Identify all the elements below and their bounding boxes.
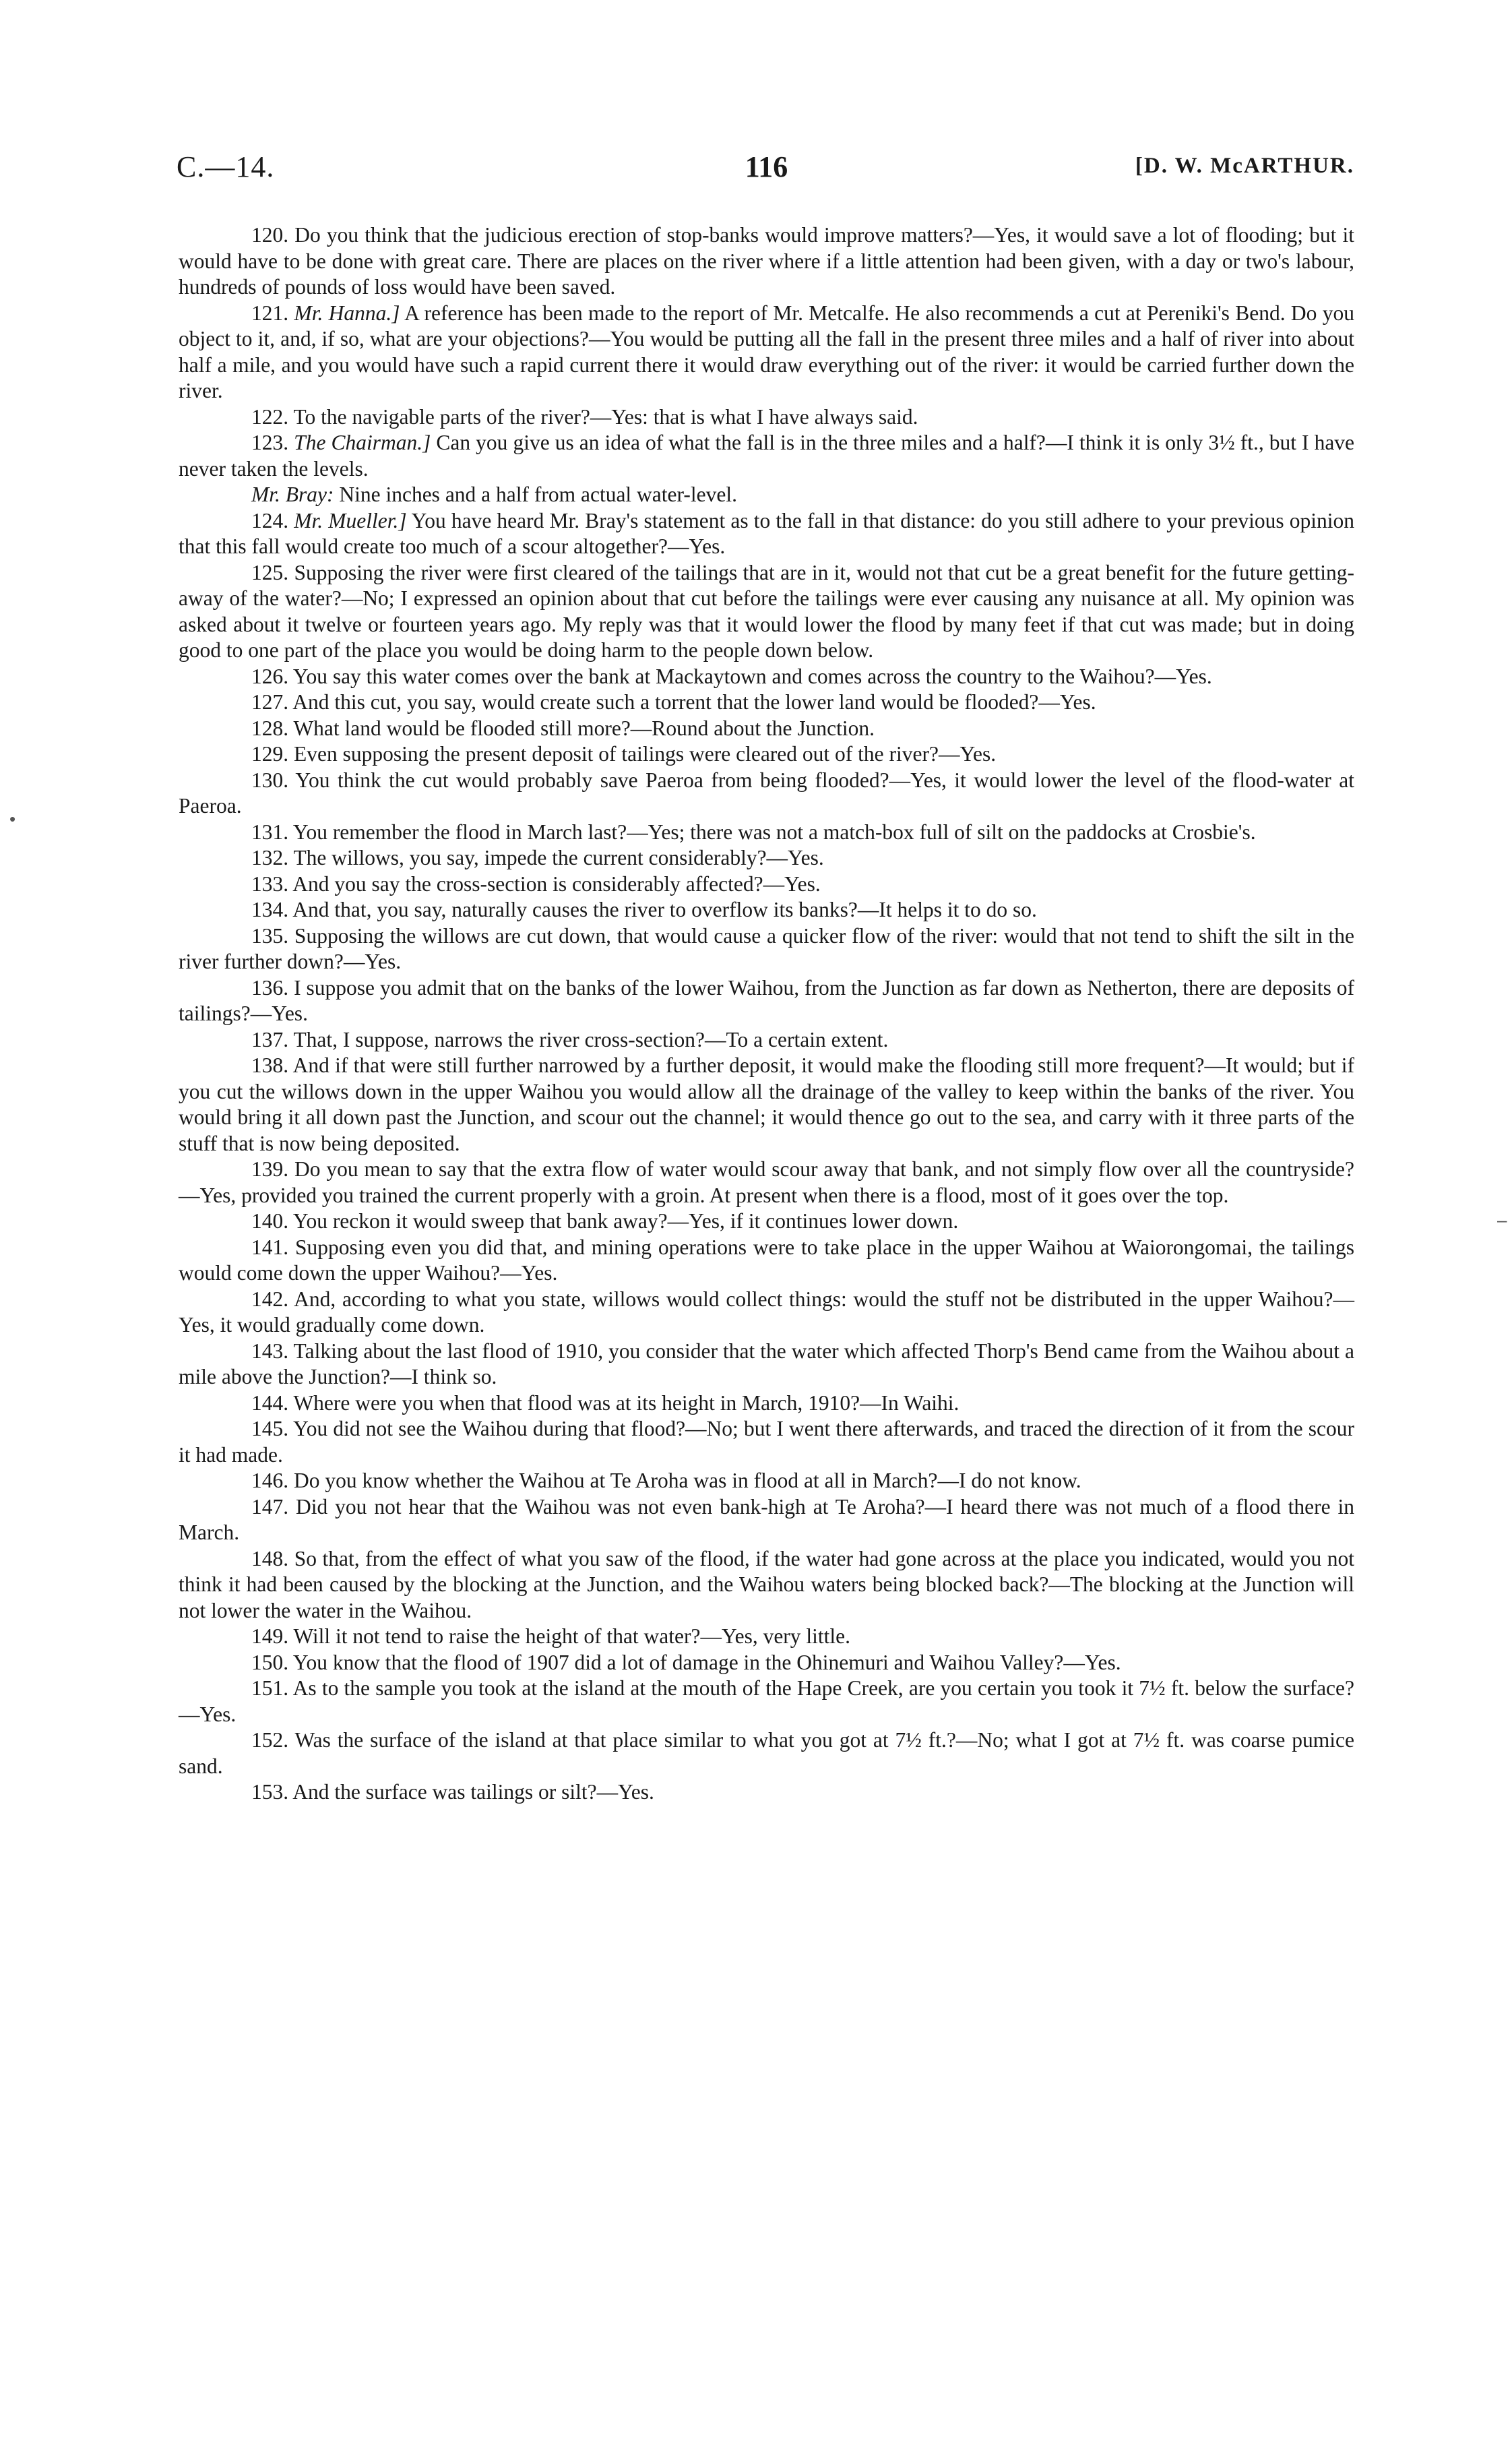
page-header [179,150,1354,190]
question-text: The willows, you say, impede the current considerably?—Yes. [293,846,824,869]
question-text: You reckon it would sweep that bank away?—Yes, if it continues lower down. [292,1209,959,1233]
question-number: 148. [251,1546,289,1570]
question-paragraph [179,1727,1354,1779]
question-paragraph [179,741,1354,768]
question-number: 136. [251,975,289,1000]
question-number: 147. [251,1494,289,1519]
question-paragraph [179,1494,1354,1546]
question-number: 143. [251,1339,289,1363]
question-paragraph [179,560,1354,664]
question-number: 121. [251,301,289,325]
question-paragraph [179,897,1354,923]
question-paragraph [179,1779,1354,1806]
question-paragraph [179,664,1354,690]
question-text: And this cut, you say, would create such a torrent that the lower land would be flooded?—Yes. [292,690,1096,714]
question-number: 135. [251,923,289,948]
question-number: 153. [251,1780,289,1804]
question-paragraph [179,1416,1354,1468]
question-paragraph [179,1157,1354,1208]
question-paragraph [179,1287,1354,1339]
question-number: 127. [251,690,289,714]
question-text: You say this water comes over the bank at Mackaytown and comes across the country to the Waihou?—Yes. [292,664,1212,688]
question-text: Talking about the last flood of 1910, you consider that the water which affected Thorp's Bend came from the Waihou about a mile above the Junction?—I think so. [179,1339,1354,1388]
question-paragraph [179,1053,1354,1157]
question-text: Did you not hear that the Waihou was not even bank-high at Te Aroha?—I heard there was not much of a flood there in March. [179,1494,1354,1544]
document-reference: C.—14. [177,150,275,183]
question-text: And, according to what you state, willows would collect things: would the stuff not be distributed in the upper Waihou?—Yes, it would gradually come down. [179,1287,1355,1337]
speaker-label: Mr. Hanna.] [294,301,400,325]
speaker-label: Mr. Bray: [251,483,334,506]
question-paragraph [179,301,1354,404]
question-paragraph [179,923,1354,975]
question-text: I suppose you admit that on the banks of the lower Waihou, from the Junction as far down as Netherton, there are deposits of tailings?—Yes. [179,975,1355,1025]
question-paragraph [179,845,1354,871]
page-number: 116 [745,150,788,183]
question-number: 126. [251,664,289,688]
question-text: Will it not tend to raise the height of that water?—Yes, very little. [293,1624,851,1648]
question-paragraph [179,1390,1354,1417]
question-number: 139. [251,1157,289,1181]
question-number: 149. [251,1624,289,1648]
question-number: 122. [251,404,289,429]
question-text: Even supposing the present deposit of tailings were cleared out of the river?—Yes. [294,742,997,766]
question-number: 141. [251,1235,289,1259]
question-number: 144. [251,1390,289,1415]
question-text: And if that were still further narrowed by a further deposit, it would make the flooding still more frequent?—It would; but if you cut the willows down in the upper Waihou you would allow all the drainage of the valley to keep within the banks of the river. You would bring it all down past the Junction, and scour out the channel; it would thence go out to the sea, and carry with it three parts of the stuff that is now being deposited. [179,1053,1354,1155]
question-paragraph [179,975,1354,1027]
question-text: Supposing even you did that, and mining operations were to take place in the upper Waihou at Waiorongomai, the tailings would come down the upper Waihou?—Yes. [179,1235,1354,1285]
question-text: You know that the flood of 1907 did a lot of damage in the Ohinemuri and Waihou Valley?—Yes. [292,1650,1121,1674]
question-paragraph [179,482,1354,508]
question-text: You think the cut would probably save Paeroa from being flooded?—Yes, it would lower the level of the flood-water at Paeroa. [179,768,1354,818]
question-paragraph [179,508,1354,560]
question-paragraph [179,1339,1354,1390]
question-number: 123. [251,431,289,454]
question-paragraph [179,222,1354,301]
question-number: 142. [251,1287,289,1311]
speaker-label: The Chairman.] [294,431,431,454]
question-number: 131. [251,820,289,844]
question-text: And that, you say, naturally causes the river to overflow its banks?—It helps it to do so. [292,898,1037,921]
question-number: 128. [251,716,289,740]
question-number: 130. [251,768,289,792]
question-paragraph [179,820,1354,846]
question-text: You have heard Mr. Bray's statement as to the fall in that distance: do you still adhere to your previous opinion that this fall would create too much of a scour altogether?—Yes. [179,508,1355,558]
question-number: 145. [251,1417,289,1440]
question-number: 132. [251,846,289,869]
question-text: Nine inches and a half from actual water-level. [339,483,737,506]
evidence-text [179,222,1354,1806]
question-number: 152. [251,1728,289,1752]
question-text: Do you know whether the Waihou at Te Aroha was in flood at all in March?—I do not know. [294,1469,1081,1492]
question-text: What land would be flooded still more?—Round about the Junction. [293,716,875,740]
question-paragraph [179,1235,1354,1287]
question-text: Supposing the river were first cleared of the tailings that are in it, would not that cut be a great benefit for the future getting-away of the water?—No; I expressed an opinion about that cut before the tailings were ever causing any nuisance at all. My opinion was asked about it twelve or fourteen years ago. My reply was that it would lower the flood by many feet if that cut was made; but in doing good to one part of the place you would be doing harm to the people down below. [179,560,1354,662]
question-paragraph [179,1208,1354,1235]
question-paragraph [179,1027,1354,1053]
question-text: As to the sample you took at the island at the mouth of the Hape Creek, are you certain you took it 7½ ft. below the surface?—Yes. [179,1676,1355,1726]
question-number: 134. [251,898,289,921]
question-text: So that, from the effect of what you saw of the flood, if the water had gone across at the place you indicated, would you not think it had been caused by the blocking at the Junction, and the Waihou waters being blocked back?—The blocking at the Junction will not lower the water in the Waihou. [179,1546,1355,1622]
question-number: 146. [251,1469,289,1492]
question-number: 124. [251,508,289,532]
question-number: 125. [251,560,289,584]
question-text: Where were you when that flood was at its height in March, 1910?—In Waihi. [293,1390,959,1415]
question-text: Can you give us an idea of what the fall is in the three miles and a half?—I think it is only 3½ ft., but I have never taken the levels. [179,431,1355,481]
question-number: 151. [251,1676,289,1700]
question-paragraph [179,404,1354,431]
question-text: Was the surface of the island at that place similar to what you got at 7½ ft.?—No; what I got at 7½ ft. was coarse pumice sand. [179,1728,1354,1778]
speaker-label: Mr. Mueller.] [294,508,407,532]
margin-mark: • [9,809,16,829]
question-text: Do you think that the judicious erection of stop-banks would improve matters?—Yes, it would save a lot of flooding; but it would have to be done with great care. There are places on the river where if a little attention had been given, with a day or two's labour, hundreds of pounds of loss would have been saved. [179,223,1355,299]
question-number: 137. [251,1027,289,1051]
question-text: And you say the cross-section is considerably affected?—Yes. [292,871,821,896]
question-number: 129. [251,742,289,766]
question-text: And the surface was tailings or silt?—Yes. [292,1780,654,1804]
question-paragraph [179,1624,1354,1650]
question-text: Do you mean to say that the extra flow of water would scour away that bank, and not simply flow over all the countryside?—Yes, provided you trained the current properly with a groin. At present when there is a flood, most of it goes over the top. [179,1157,1354,1207]
margin-mark: – [1497,1210,1507,1230]
question-paragraph [179,1468,1354,1494]
question-paragraph [179,716,1354,742]
question-text: You did not see the Waihou during that flood?—No; but I went there afterwards, and traced the direction of it from the scour it had made. [179,1417,1354,1467]
question-paragraph [179,430,1354,482]
document-page [179,0,1354,2452]
question-number: 133. [251,871,289,896]
question-number: 138. [251,1053,289,1077]
question-paragraph [179,1650,1354,1676]
question-paragraph [179,1546,1354,1624]
question-text: To the navigable parts of the river?—Yes: that is what I have always said. [293,404,918,429]
question-text: Supposing the willows are cut down, that would cause a quicker flow of the river: would that not tend to shift the silt in the river further down?—Yes. [179,923,1354,973]
question-paragraph [179,1676,1354,1727]
witness-name: [D. W. McARTHUR. [1135,154,1354,178]
question-text: That, I suppose, narrows the river cross-section?—To a certain extent. [293,1027,889,1051]
question-number: 150. [251,1650,289,1674]
question-number: 140. [251,1209,289,1233]
question-text: You remember the flood in March last?—Yes; there was not a match-box full of silt on the paddocks at Crosbie's. [292,820,1256,844]
question-paragraph [179,768,1354,820]
question-paragraph [179,689,1354,716]
question-paragraph [179,871,1354,898]
question-text: A reference has been made to the report of Mr. Metcalfe. He also recommends a cut at Pereniki's Bend. Do you object to it, and, if so, what are your objections?—You would be putting all the fall in the present three miles and a half of river into about half a mile, and you would have such a rapid current there it would draw everything out of the river: it would be carried further down the river. [179,301,1355,402]
question-number: 120. [251,223,289,247]
